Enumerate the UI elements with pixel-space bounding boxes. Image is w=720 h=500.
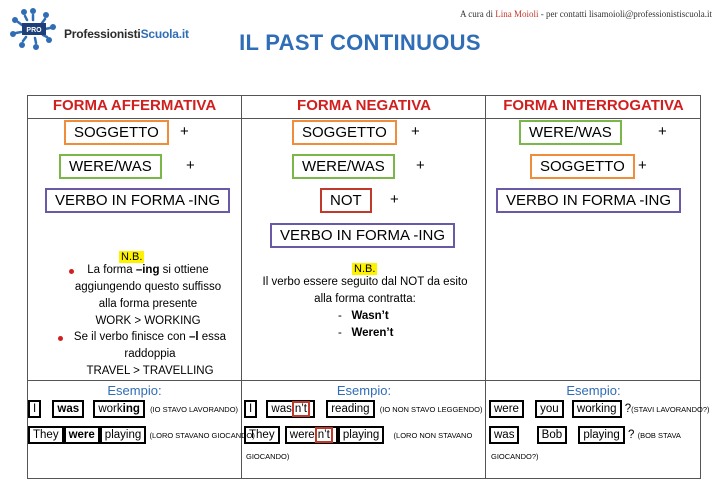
ex-auxiliary — [285, 426, 338, 444]
int-subject-box: SOGGETTO — [530, 154, 635, 179]
ex-verb-root: work — [98, 403, 123, 415]
note-suffix: –l — [188, 331, 199, 343]
ex-verb: playing — [100, 426, 146, 444]
example-int-2 — [489, 426, 681, 444]
int-auxiliary-box: WERE/WAS — [519, 120, 622, 145]
example-heading: Esempio: — [336, 383, 392, 398]
note-text: Se il verbo finisce con — [73, 331, 189, 343]
plus-sign: + — [658, 123, 667, 140]
note-text: La forma — [87, 264, 136, 276]
ex-subject: I — [28, 400, 41, 418]
ex-translation: (IO STAVO LAVORANDO) — [150, 405, 239, 414]
ex-subject: Bob — [537, 426, 567, 444]
ex-translation-continued: GIOCANDO?) — [491, 452, 539, 461]
dash: - — [338, 310, 342, 322]
contraction-list — [338, 308, 428, 342]
logo-text-part2: Scuola.it — [140, 27, 189, 41]
example-aff-1 — [28, 400, 238, 418]
ex-negation: n’t — [315, 427, 333, 443]
note-ing-rule — [60, 262, 236, 330]
neg-verb-box: VERBO IN FORMA -ING — [270, 223, 455, 248]
svg-text:PRO: PRO — [26, 27, 42, 34]
neg-auxiliary-box: WERE/WAS — [292, 154, 395, 179]
nb-highlight: N.B. — [121, 251, 143, 263]
note-text: si ottiene — [159, 264, 209, 276]
dash: - — [338, 327, 342, 339]
row-divider — [27, 380, 701, 381]
ex-translation: (LORO STAVANO GIOCANDO) — [149, 431, 255, 440]
example-int-1 — [489, 400, 710, 418]
heading-interrogative: FORMA INTERROGATIVA — [503, 97, 684, 114]
example-neg-1 — [244, 400, 482, 418]
credits-suffix: - per contatti lisamoioli@professionistiscuola.it — [540, 9, 712, 19]
ex-verb-suffix: ing — [122, 403, 140, 415]
plus-sign: + — [390, 191, 399, 208]
plus-sign: + — [186, 157, 195, 174]
plus-sign: + — [416, 157, 425, 174]
note-line: TRAVEL > TRAVELLING — [86, 365, 214, 377]
int-verb-box: VERBO IN FORMA -ING — [496, 188, 681, 213]
example-heading: Esempio: — [107, 383, 162, 398]
ex-verb: working — [572, 400, 622, 418]
note-doubling-rule — [50, 329, 250, 380]
ex-subject: They — [28, 426, 64, 444]
example-heading: Esempio: — [566, 383, 621, 398]
note-line: alla forma contratta: — [314, 293, 416, 305]
note-line: aggiungendo questo suffisso — [74, 281, 222, 293]
plus-sign: + — [180, 123, 189, 140]
ex-question-mark: ? — [627, 429, 635, 441]
ex-subject: They — [244, 426, 280, 444]
ex-auxiliary: were — [64, 426, 100, 444]
nb-highlight: N.B. — [354, 263, 376, 275]
ex-translation: (BOB STAVA — [637, 431, 681, 440]
ex-translation: (IO NON STAVO LEGGENDO) — [379, 405, 483, 414]
example-neg-2 — [244, 426, 472, 444]
note-line — [60, 262, 236, 279]
ex-translation: (STAVI LAVORANDO?) — [631, 405, 710, 414]
ex-verb — [93, 400, 145, 418]
ex-translation: (LORO NON STAVANO — [393, 431, 473, 440]
note-line: raddoppia — [124, 348, 176, 360]
neg-not-box: NOT — [320, 188, 372, 213]
column-divider — [485, 95, 486, 479]
contraction-item — [338, 325, 428, 342]
ex-verb: reading — [326, 400, 374, 418]
heading-negative: FORMA NEGATIVA — [297, 97, 431, 114]
example-aff-2 — [28, 426, 255, 444]
credits-name: Lina Moioli — [495, 9, 539, 19]
neg-subject-box: SOGGETTO — [292, 120, 397, 145]
note-contraction — [245, 274, 485, 308]
ex-aux-root: were — [289, 429, 315, 441]
note-suffix: –ing — [135, 264, 160, 276]
ex-verb: playing — [578, 426, 624, 444]
ex-negation: n’t — [292, 401, 310, 417]
note-text: essa — [198, 331, 227, 343]
ex-verb: playing — [338, 426, 384, 444]
contraction-item — [338, 308, 428, 325]
ex-question-mark: ? — [624, 403, 632, 415]
note-line: WORK > WORKING — [95, 315, 201, 327]
contraction-text: Wasn’t — [351, 310, 389, 322]
ex-auxiliary: was — [52, 400, 84, 418]
note-line: alla forma presente — [98, 298, 198, 310]
logo-text-part1: Professionisti — [64, 27, 141, 41]
column-divider — [241, 95, 242, 479]
ex-translation-continued: GIOCANDO) — [246, 452, 290, 461]
note-line — [50, 329, 250, 346]
ex-aux-root: was — [271, 403, 292, 415]
plus-sign: + — [638, 157, 647, 174]
aff-verb-box: VERBO IN FORMA -ING — [45, 188, 230, 213]
ex-auxiliary — [266, 400, 315, 418]
ex-auxiliary: were — [489, 400, 524, 418]
ex-subject: you — [535, 400, 564, 418]
heading-affirmative: FORMA AFFERMATIVA — [52, 97, 217, 114]
contraction-text: Weren’t — [351, 327, 394, 339]
plus-sign: + — [411, 123, 420, 140]
ex-auxiliary: was — [489, 426, 519, 444]
aff-auxiliary-box: WERE/WAS — [59, 154, 162, 179]
page-title: IL PAST CONTINUOUS — [239, 30, 481, 55]
credits — [460, 9, 712, 19]
note-line: Il verbo essere seguito dal NOT da esito — [262, 276, 468, 288]
ex-subject: I — [244, 400, 257, 418]
credits-prefix: A cura di — [459, 9, 493, 19]
row-divider — [27, 118, 701, 119]
aff-subject-box: SOGGETTO — [64, 120, 169, 145]
